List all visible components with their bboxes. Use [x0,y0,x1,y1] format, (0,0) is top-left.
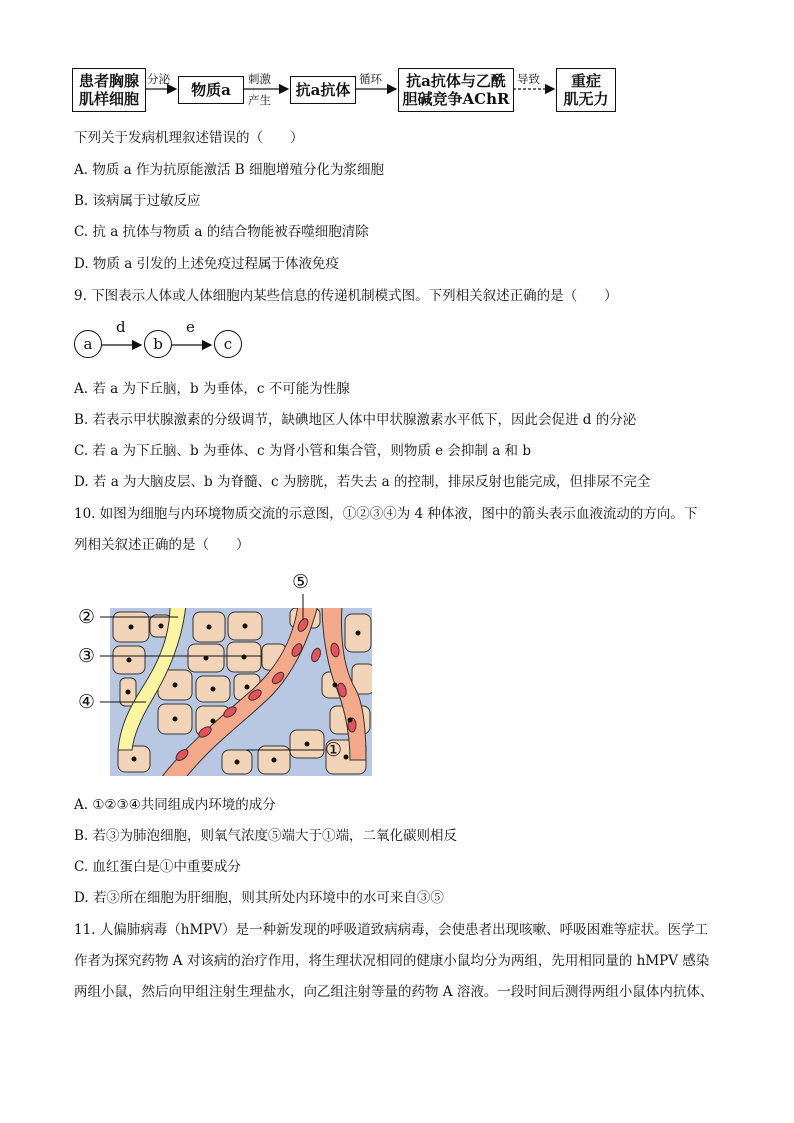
q8-option-a[interactable]: A. 物质 a 作为抗原能激活 B 细胞增殖分化为浆细胞 [74,162,384,178]
label-2: ② [78,606,96,628]
q10-stem-line2: 列相关叙述正确的是（ ） [74,537,250,553]
label-4: ④ [78,691,96,713]
flow-arrow-label: 导致 [517,72,540,86]
q9-option-d[interactable]: D. 若 a 为大脑皮层、b 为脊髓、c 为膀胱，若失去 a 的控制，排尿反射也能完成，但排尿不完全 [74,474,651,490]
node-a: a [74,330,102,358]
flow-arrow-label: 刺激 [248,72,271,86]
q9-option-c[interactable]: C. 若 a 为下丘脑、b 为垂体、c 为肾小管和集合管，则物质 e 会抑制 a 和 b [74,443,531,459]
flow-box-text: 重症 [570,72,601,90]
q9-option-b[interactable]: B. 若表示甲状腺激素的分级调节，缺碘地区人体中甲状腺激素水平低下，因此会促进 d 的分泌 [74,412,637,428]
q9-option-a[interactable]: A. 若 a 为下丘脑，b 为垂体，c 不可能为性腺 [74,381,350,397]
q8-option-c[interactable]: C. 抗 a 抗体与物质 a 的结合物能被吞噬细胞清除 [74,224,369,240]
q11-line-3: 两组小鼠，然后向甲组注射生理盐水，向乙组注射等量的药物 A 溶液。一段时间后测得两组小鼠体内抗体、 [74,984,714,1000]
q11-line-1: 11. 人偏肺病毒（hMPV）是一种新发现的呼吸道致病病毒，会使患者出现咳嗽、呼吸困难等症状。医学工 [74,922,709,938]
flow-box-text: 肌无力 [563,90,609,108]
flow-box-text: 胆碱竞争AChR [402,90,510,108]
flow-arrow-label: 分泌 [147,72,170,86]
label-1: ① [325,739,343,761]
flow-arrow-label: 循环 [359,72,382,86]
q8-option-b[interactable]: B. 该病属于过敏反应 [74,193,201,209]
flow-box-text: 抗a抗体与乙酰 [406,72,506,90]
q10-option-b[interactable]: B. 若③为肺泡细胞，则氧气浓度⑤端大于①端，二氧化碳则相反 [74,828,458,844]
flow-box-text: 抗a抗体 [295,81,351,99]
label-3: ③ [78,645,96,667]
q8-stem: 下列关于发病机理叙述错误的（ ） [74,130,304,146]
edge-label-e: e [186,318,195,336]
flow-box-text: 肌样细胞 [78,90,139,108]
q10-option-a[interactable]: A. ①②③④共同组成内环境的成分 [74,797,276,813]
flow-box-text: 物质a [191,81,231,99]
flow-arrows [0,0,794,130]
q8-option-d[interactable]: D. 物质 a 引发的上述免疫过程属于体液免疫 [74,256,340,272]
node-c: c [214,330,242,358]
edge-label-d: d [116,318,126,336]
q9-arrows [0,300,300,370]
flow-box-text: 患者胸腺 [78,72,139,90]
flow-arrow-label: 产生 [248,93,271,107]
q10-stem-line1: 10. 如图为细胞与内环境物质交流的示意图，①②③④为 4 种体液，图中的箭头表示血液流动的方向。下 [74,506,698,522]
q11-line-2: 作者为探究药物 A 对该病的治疗作用，将生理状况相同的健康小鼠均分为两组，先用相同量的 hMPV 感染 [74,953,710,969]
q10-option-c[interactable]: C. 血红蛋白是①中重要成分 [74,859,241,875]
q10-option-d[interactable]: D. 若③所在细胞为肝细胞，则其所处内环境中的水可来自③⑤ [74,890,444,906]
label-5: ⑤ [292,571,310,593]
q9-stem: 9. 下图表示人体或人体细胞内某些信息的传递机制模式图。下列相关叙述正确的是（ ） [74,288,618,304]
node-b: b [144,330,172,358]
